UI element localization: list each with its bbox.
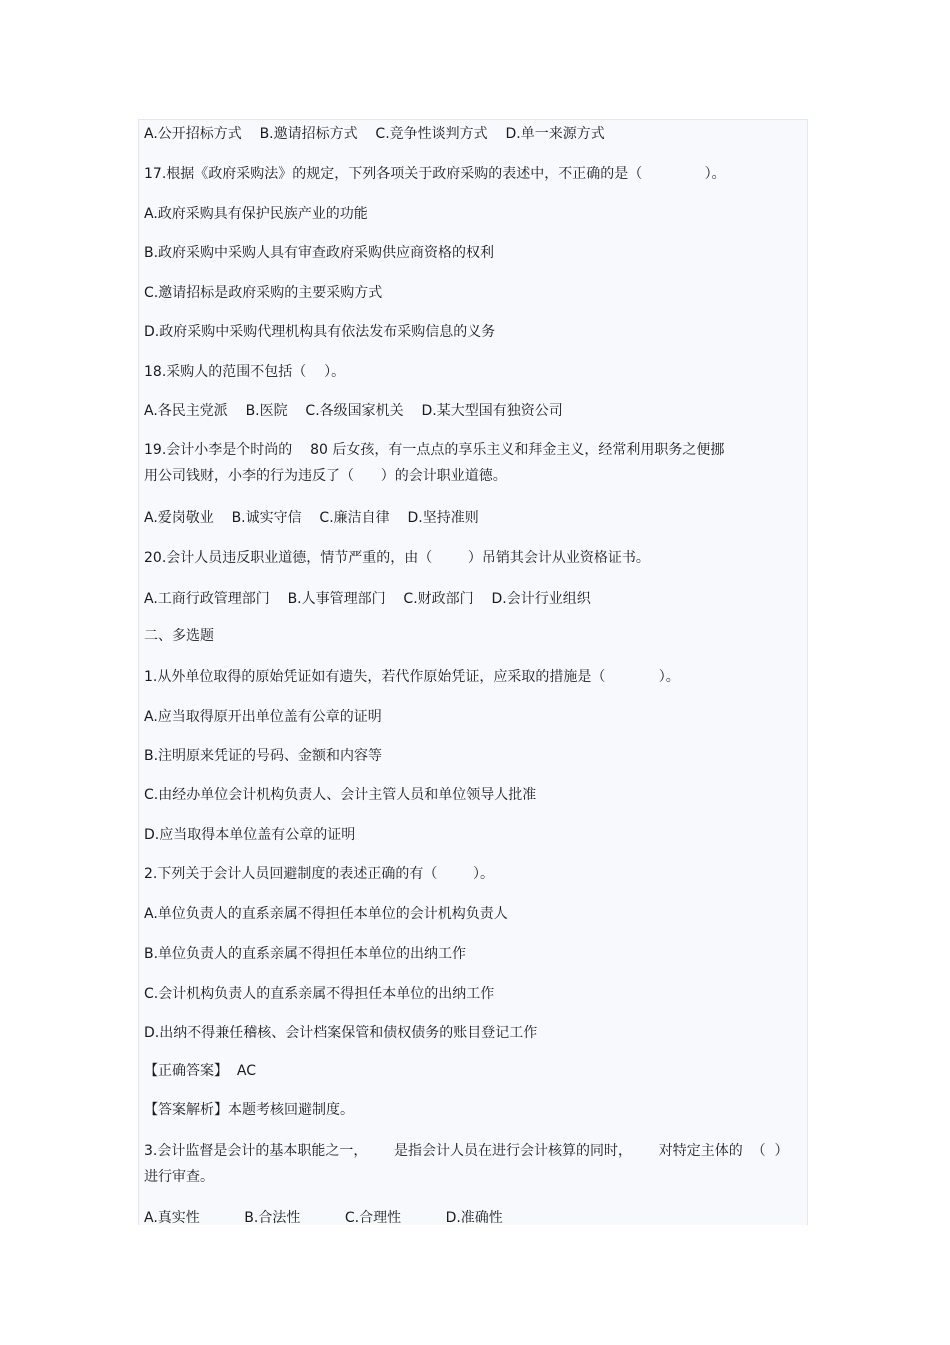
mq1-option-c: C.由经办单位会计机构负责人、会计主管人员和单位领导人批准: [144, 787, 537, 803]
q20-stem: 20.会计人员违反职业道德，情节严重的，由（ ）吊销其会计从业资格证书。: [144, 550, 650, 566]
q19-stem: 19.会计小李是个时尚的 80 后女孩，有一点点的享乐主义和拜金主义，经常利用职务之便挪 用公司钱财，小李的行为违反了（ ）的会计职业道德。: [144, 442, 725, 484]
mq2-option-c: C.会计机构负责人的直系亲属不得担任本单位的出纳工作: [144, 986, 495, 1002]
q16-options: A.公开招标方式 B.邀请招标方式 C.竞争性谈判方式 D.单一来源方式: [144, 126, 605, 142]
mq1-option-a: A.应当取得原开出单位盖有公章的证明: [144, 709, 382, 725]
q19-options: A.爱岗敬业 B.诚实守信 C.廉洁自律 D.坚持准则: [144, 510, 479, 526]
mq3-options: A.真实性 B.合法性 C.合理性 D.准确性: [144, 1210, 503, 1226]
mq2-answer: 【正确答案】 AC: [144, 1063, 257, 1079]
q20-options: A.工商行政管理部门 B.人事管理部门 C.财政部门 D.会计行业组织: [144, 591, 591, 607]
mq2-explanation: 【答案解析】本题考核回避制度。: [144, 1102, 354, 1118]
mq1-option-b: B.注明原来凭证的号码、金额和内容等: [144, 748, 383, 764]
mq2-option-d: D.出纳不得兼任稽核、会计档案保管和债权债务的账目登记工作: [144, 1025, 538, 1041]
mq2-option-a: A.单位负责人的直系亲属不得担任本单位的会计机构负责人: [144, 906, 508, 922]
q18-options: A.各民主党派 B.医院 C.各级国家机关 D.某大型国有独资公司: [144, 403, 563, 419]
q17-option-c: C.邀请招标是政府采购的主要采购方式: [144, 285, 383, 301]
q18-stem: 18.采购人的范围不包括（ ）。: [144, 364, 346, 380]
mq2-option-b: B.单位负责人的直系亲属不得担任本单位的出纳工作: [144, 946, 467, 962]
q17-option-d: D.政府采购中采购代理机构具有依法发布采购信息的义务: [144, 324, 496, 340]
q17-option-b: B.政府采购中采购人具有审查政府采购供应商资格的权利: [144, 245, 495, 261]
section-heading: 二、多选题: [144, 628, 214, 644]
mq3-stem: 3.会计监督是会计的基本职能之一， 是指会计人员在进行会计核算的同时， 对特定主体的 （ ） 进行审查。: [144, 1143, 789, 1185]
mq1-stem: 1.从外单位取得的原始凭证如有遗失，若代作原始凭证，应采取的措施是（ ）。: [144, 669, 680, 685]
mq2-stem: 2.下列关于会计人员回避制度的表述正确的有（ ）。: [144, 866, 494, 882]
q17-option-a: A.政府采购具有保护民族产业的功能: [144, 206, 368, 222]
mq1-option-d: D.应当取得本单位盖有公章的证明: [144, 827, 356, 843]
q17-stem: 17.根据《政府采购法》的规定，下列各项关于政府采购的表述中，不正确的是（ ）。: [144, 166, 726, 182]
